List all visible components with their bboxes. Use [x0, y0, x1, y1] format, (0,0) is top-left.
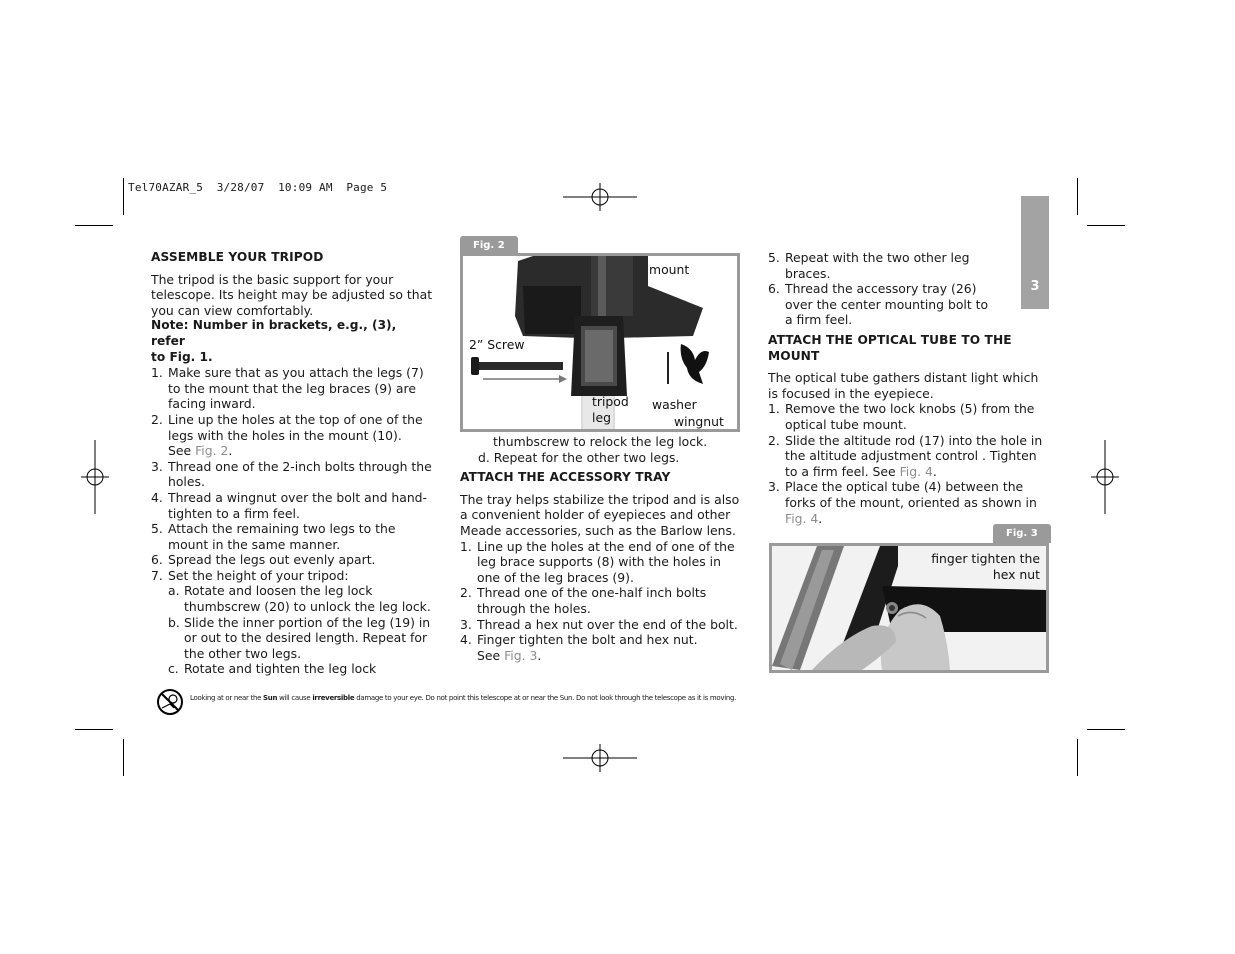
- figure-tab: Fig. 2: [460, 236, 518, 255]
- crop-mark: [123, 178, 124, 215]
- section-intro: The optical tube gathers distant light which is focused in the eyepiece.: [768, 370, 1039, 401]
- crop-mark: [75, 225, 113, 226]
- screw-label: 2” Screw: [469, 337, 525, 352]
- list-item: 5. Repeat with the two other leg braces.: [768, 250, 970, 281]
- column-accessory-tray: [460, 434, 742, 663]
- continued-text: thumbscrew to relock the leg lock.: [493, 434, 708, 449]
- list-item: c. Rotate and tighten the leg lock: [168, 661, 377, 677]
- figure-link[interactable]: Fig. 2: [195, 443, 229, 459]
- mount-label: mount: [649, 262, 690, 277]
- figure-link[interactable]: Fig. 4: [785, 510, 819, 526]
- hex-nut-label: finger tighten the hex nut: [931, 551, 1040, 582]
- tripod-label: tripod: [592, 394, 629, 409]
- no-sun-viewing-icon: [156, 688, 184, 716]
- step-list: [768, 401, 1051, 526]
- section-heading: ASSEMBLE YOUR TRIPOD: [151, 250, 324, 264]
- figure-2: [460, 253, 740, 432]
- note-line: Note: Number in brackets, e.g., (3), refer: [151, 318, 397, 348]
- list-item: 4. Thread a wingnut over the bolt and hand-tighten to a firm feel.: [151, 489, 428, 521]
- leg-label: leg: [592, 410, 611, 425]
- list-item: b. Slide the inner portion of the leg (19) in or out to the desired length. Repeat for the other two legs.: [168, 614, 431, 661]
- figure-tab: Fig. 3: [993, 524, 1051, 543]
- list-item: 2. Slide the altitude rod (17) into the hole in the altitude adjustment control . Tighten to a firm feel. See Fig. 4.: [768, 432, 1043, 479]
- list-item: 6. Thread the accessory tray (26) over the center mounting bolt to a firm feel.: [768, 281, 989, 328]
- list-item: d. Repeat for the other two legs.: [478, 449, 680, 465]
- crop-mark: [1077, 178, 1078, 215]
- list-item: 6. Spread the legs out evenly apart.: [151, 552, 376, 568]
- step-list: [460, 539, 742, 664]
- figure-link[interactable]: Fig. 4: [899, 463, 933, 479]
- step-list: [768, 250, 993, 328]
- registration-mark-bottom: [563, 744, 637, 772]
- print-slug: Tel70AZAR_5 3/28/07 10:09 AM Page 5: [128, 181, 388, 194]
- section-intro: The tripod is the basic support for your telescope. Its height may be adjusted so that you can view comfortably.: [151, 271, 433, 318]
- registration-mark-right: [1091, 440, 1119, 514]
- registration-mark-left: [81, 440, 109, 514]
- crop-mark: [1077, 739, 1078, 776]
- sun-warning: Looking at or near the Sun will cause irreversible damage to your eye. Do not point this telescope at or near the Sun. Do not look through the telescope as it is moving.: [190, 694, 737, 702]
- list-item: 1. Remove the two lock knobs (5) from the optical tube mount.: [768, 401, 1035, 432]
- list-item: 7. Set the height of your tripod:: [151, 567, 349, 583]
- crop-mark: [1087, 729, 1125, 730]
- list-item: 5. Attach the remaining two legs to the mount in the same manner.: [151, 521, 396, 552]
- list-item: 3. Place the optical tube (4) between the forks of the mount, oriented as shown in Fig. 4.: [768, 479, 1037, 526]
- list-item: 3. Thread a hex nut over the end of the bolt.: [460, 616, 738, 632]
- crop-mark: [123, 739, 124, 776]
- registration-mark-top: [563, 183, 637, 211]
- list-item: 4. Finger tighten the bolt and hex nut. See Fig. 3.: [460, 632, 698, 663]
- list-item: 2. Line up the holes at the top of one of the legs with the holes in the mount (10). See Fig. 2.: [151, 411, 423, 459]
- column-assemble-tripod: [151, 250, 433, 677]
- figure-3: [769, 543, 1049, 673]
- crop-mark: [75, 729, 113, 730]
- section-intro: The tray helps stabilize the tripod and is also a convenient holder of eyepieces and other Meade accessories, such as the Barlow lens.: [460, 491, 740, 538]
- page-number: 3: [1030, 279, 1040, 294]
- list-item: 1. Make sure that as you attach the legs (7) to the mount that the leg braces (9) are facing inward.: [151, 365, 424, 412]
- column-optical-tube: [768, 250, 1051, 526]
- list-item: 3. Thread one of the 2-inch bolts through the holes.: [151, 458, 432, 490]
- crop-mark: [1087, 225, 1125, 226]
- section-heading: ATTACH THE OPTICAL TUBE TO THE MOUNT: [768, 332, 1012, 363]
- step-list: [151, 365, 433, 583]
- washer-label: washer: [652, 397, 697, 412]
- section-heading: ATTACH THE ACCESSORY TRAY: [460, 470, 671, 485]
- figure-link[interactable]: Fig. 3: [504, 647, 538, 663]
- list-item: 2. Thread one of the one-half inch bolts through the holes.: [460, 585, 707, 616]
- list-item: a. Rotate and loosen the leg lock thumbscrew (20) to unlock the leg lock.: [168, 583, 431, 615]
- note-line: to Fig. 1.: [151, 349, 213, 364]
- list-item: 1. Line up the holes at the end of one of the leg brace supports (8) with the holes in one of the leg braces (9).: [460, 538, 735, 585]
- wingnut-label: wingnut: [674, 414, 724, 429]
- substep-list: [151, 583, 433, 677]
